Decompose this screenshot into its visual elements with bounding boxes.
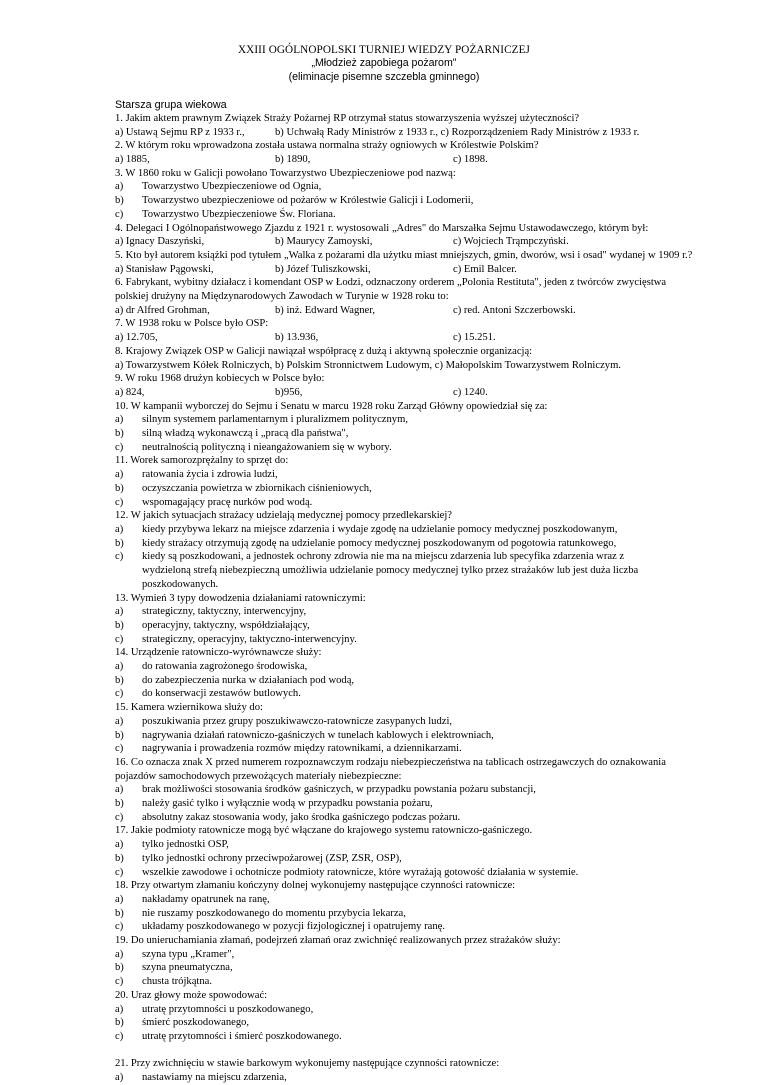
option-text: nagrywania i prowadzenia rozmów między ratownikami, a dziennikarzami.: [142, 743, 462, 755]
option-letter: a): [115, 784, 124, 796]
answer-option: [115, 893, 675, 907]
option-text: tylko jednostki OSP,: [142, 839, 229, 851]
tournament-motto: „Młodzież zapobiega pożarom": [311, 57, 457, 69]
answer-option: [115, 523, 675, 537]
option-letter: c): [115, 1031, 124, 1042]
option-letter: a): [115, 606, 124, 618]
answer-option: [115, 1030, 675, 1044]
answers-3: [115, 180, 675, 221]
option-text: wspomagający pracę nurków pod wodą.: [142, 496, 313, 508]
answer-option: [115, 852, 675, 866]
question-17: 17. Jakie podmioty ratownicze mogą być włączane do krajowego systemu ratowniczo-gaśniczego.: [115, 825, 533, 837]
answer-option: [115, 619, 675, 633]
option-letter: b): [115, 1017, 124, 1029]
option-text: śmierć poszkodowanego,: [142, 1017, 250, 1029]
option-text: silnym systemem parlamentarnym i pluralizmem politycznym,: [142, 414, 408, 426]
option-letter: b): [115, 907, 124, 919]
answers-15: [115, 715, 675, 756]
answer-option: [115, 715, 675, 729]
answer-option: [115, 208, 675, 222]
option-text: chusta trójkątna.: [142, 976, 213, 988]
answer-c: c) 1898.: [453, 154, 488, 166]
option-text: operacyjny, taktyczny, współdziałający,: [142, 619, 310, 631]
answer-option: [115, 1003, 675, 1017]
answers-1: [115, 126, 675, 140]
answers-13: [115, 605, 675, 646]
answer-option: [115, 975, 675, 989]
option-text: utratę przytomności u poszkodowanego,: [142, 1003, 314, 1015]
option-letter: a): [115, 893, 124, 905]
answers-7: [115, 331, 675, 345]
answer-option: [115, 482, 675, 496]
answers-12: [115, 523, 675, 592]
question-9: 9. W roku 1968 drużyn kobiecych w Polsce było:: [115, 373, 325, 385]
answer-c: c) red. Antoni Szczerbowski.: [453, 304, 576, 316]
answer-c: c) 15.251.: [453, 332, 496, 344]
question-5: 5. Kto był autorem książki pod tytułem „Walka z pożarami dla użytku miast mniejszych, gmin, dworów, wsi i osad" wydanej w 1909 r.?: [115, 249, 693, 261]
option-letter: b): [115, 962, 124, 974]
option-letter: c): [115, 208, 124, 220]
answer-option: [115, 180, 675, 194]
answer-option: [115, 427, 675, 441]
option-text: nastawiamy na miejscu zdarzenia,: [142, 1072, 287, 1084]
question-12: 12. W jakich sytuacjach strażacy udzielają medycznej pomocy przedlekarskiej?: [115, 510, 452, 522]
answer-option: [115, 783, 675, 797]
answers-2: [115, 153, 675, 167]
answer-a: a) dr Alfred Grohman,: [115, 304, 210, 316]
answer-option: [115, 742, 675, 756]
option-letter: b): [115, 537, 124, 549]
option-text: do ratowania zagrożonego środowiska,: [142, 661, 308, 673]
option-text: kiedy strażacy otrzymują zgodę na udzielanie pomocy medycznej poszkodowanym od pogotowia ratunkowego,: [142, 537, 617, 549]
answer-option: [115, 811, 675, 825]
answer-option: [115, 194, 675, 208]
option-letter: c): [115, 441, 124, 453]
answers-20: [115, 1003, 675, 1044]
answer-option: [115, 687, 675, 701]
option-text: neutralnością polityczną i nieangażowaniem się w wybory.: [142, 441, 392, 453]
answer-option: [115, 441, 675, 455]
answer-option: [115, 468, 675, 482]
option-text: utratę przytomności i śmierć poszkodowanego.: [142, 1031, 342, 1042]
option-letter: c): [115, 921, 124, 933]
answers-17: [115, 838, 675, 879]
option-letter: c): [115, 551, 124, 563]
option-letter: b): [115, 729, 124, 741]
answer-a: a) Stanisław Pągowski,: [115, 263, 214, 275]
option-text: Towarzystwo Ubezpieczeniowe od Ognia,: [142, 181, 322, 193]
option-letter: c): [115, 743, 124, 755]
answer-option: [115, 797, 675, 811]
question-20: 20. Uraz głowy może spowodować:: [115, 989, 268, 1001]
option-letter: b): [115, 619, 124, 631]
answers-11: [115, 468, 675, 509]
option-text: oczyszczania powietrza w zbiornikach ciśnieniowych,: [142, 482, 372, 494]
answer-option: [115, 550, 675, 591]
option-text: nagrywania działań ratowniczo-gaśniczych w tunelach kablowych i elektrowniach,: [142, 729, 494, 741]
tournament-title: XXIII OGÓLNOPOLSKI TURNIEJ WIEDZY POŻARNICZEJ: [237, 44, 531, 56]
question-1: 1. Jakim aktem prawnym Związek Straży Pożarnej RP otrzymał status stowarzyszenia wyższej użyteczności?: [115, 113, 580, 124]
answer-b: b) Maurycy Zamoyski,: [275, 236, 373, 248]
option-letter: b): [115, 798, 124, 810]
question-4: 4. Delegaci I Ogólnopaństwowego Zjazdu z 1921 r. wystosowali „Adres" do Marszałka Sejmu Ustawodawczego, którym był:: [115, 222, 649, 234]
option-letter: b): [115, 482, 124, 494]
answer-c: c) 1240.: [453, 386, 488, 398]
answers-6: [115, 304, 675, 318]
answer-option: [115, 1016, 675, 1030]
document-header: [0, 43, 768, 84]
question-7: 7. W 1938 roku w Polsce było OSP:: [115, 318, 269, 330]
answer-a: a) 12.705,: [115, 332, 158, 344]
option-text: Towarzystwo ubezpieczeniowe od pożarów w Królestwie Galicji i Lodomerii,: [142, 195, 474, 207]
option-letter: a): [115, 715, 124, 727]
option-text: do zabezpieczenia nurka w działaniach pod wodą,: [142, 674, 355, 686]
answer-option: [115, 729, 675, 743]
answer-option: [115, 496, 675, 510]
answer-a: a) Ignacy Daszyński,: [115, 236, 205, 248]
answer-option: [115, 866, 675, 880]
question-21: 21. Przy zwichnięciu w stawie barkowym wykonujemy następujące czynności ratownicze:: [115, 1058, 500, 1070]
option-letter: a): [115, 948, 124, 960]
question-19: 19. Do unieruchamiania złamań, podejrzeń złamań oraz zwichnięć realizowanych przez strażaków służy:: [115, 935, 561, 947]
answer-b: b) inż. Edward Wagner,: [275, 304, 376, 316]
answer-a: a) 1885,: [115, 154, 150, 166]
option-text: kiedy są poszkodowani, a jednostek ochrony zdrowia nie ma na miejscu zdarzenia lub specyfika zdarzenia wraz z wydzieloną strefą niebezpieczną umożliwia udzielanie pomocy medycznej tylko przez strażaków lub jest duża liczba poszkodowanych.: [142, 551, 639, 590]
questions-body: [115, 98, 693, 1085]
option-text: tylko jednostki ochrony przeciwpożarowej (ZSP, ZSR, OSP),: [142, 852, 402, 864]
option-letter: a): [115, 1072, 124, 1084]
option-text: strategiczny, taktyczny, interwencyjny,: [142, 606, 307, 618]
answer-b: b) Józef Tuliszkowski,: [275, 263, 371, 275]
answer-c: c) Emil Balcer.: [453, 263, 517, 275]
answers-21: [115, 1071, 675, 1085]
option-text: Towarzystwo Ubezpieczeniowe Św. Floriana.: [142, 208, 336, 220]
answer-b: b)956,: [275, 386, 303, 398]
spacer: [115, 1044, 675, 1058]
question-8: 8. Krajowy Związek OSP w Galicji nawiązał współpracę z dużą i aktywną społecznie organizacją:: [115, 345, 533, 357]
answer-option: [115, 948, 675, 962]
answers-9: [115, 386, 675, 400]
question-18: 18. Przy otwartym złamaniu kończyny dolnej wykonujemy następujące czynności ratownicze:: [115, 880, 516, 892]
option-letter: b): [115, 195, 124, 207]
answer-b: b) 1890,: [275, 154, 311, 166]
answer-a: a) Ustawą Sejmu RP z 1933 r.,: [115, 126, 245, 138]
option-text: wszelkie zawodowe i ochotnicze podmioty ratownicze, które wyrażają gotowość działania w systemie.: [142, 866, 579, 878]
option-text: do konserwacji zestawów butlowych.: [142, 688, 301, 700]
option-text: nie ruszamy poszkodowanego do momentu przybycia lekarza,: [142, 907, 406, 919]
stage-subtitle: (eliminacje pisemne szczebla gminnego): [288, 70, 480, 83]
answer-option: [115, 674, 675, 688]
option-letter: b): [115, 852, 124, 864]
answer-b-c: b) Uchwałą Rady Ministrów z 1933 r., c) Rozporządzeniem Rady Ministrów z 1933 r.: [275, 126, 640, 138]
answer-option: [115, 605, 675, 619]
option-letter: a): [115, 523, 124, 535]
answer-option: [115, 838, 675, 852]
answer-option: [115, 413, 675, 427]
answers-18: [115, 893, 675, 934]
answers-4: [115, 235, 675, 249]
option-text: szyna typu „Kramer",: [142, 948, 235, 960]
option-letter: a): [115, 181, 124, 193]
option-text: poszukiwania przez grupy poszukiwawczo-ratownicze zasypanych ludzi,: [142, 715, 453, 727]
answers-8: a) Towarzystwem Kółek Rolniczych, b) Polskim Stronnictwem Ludowym, c) Małopolskim Towarzystwem Rolniczym.: [115, 359, 621, 371]
option-letter: a): [115, 469, 124, 481]
option-text: silną władzą wykonawczą i „pracą dla państwa",: [142, 428, 349, 440]
option-letter: b): [115, 428, 124, 440]
answer-option: [115, 907, 675, 921]
answer-b: b) 13.936,: [275, 332, 319, 344]
option-letter: c): [115, 811, 124, 823]
answer-option: [115, 537, 675, 551]
answer-option: [115, 961, 675, 975]
option-text: strategiczny, operacyjny, taktyczno-interwencyjny.: [142, 633, 357, 645]
option-text: szyna pneumatyczna,: [142, 962, 233, 974]
option-letter: a): [115, 414, 124, 426]
answer-option: [115, 633, 675, 647]
question-13: 13. Wymień 3 typy dowodzenia działaniami ratowniczymi:: [115, 592, 366, 604]
question-6: 6. Fabrykant, wybitny działacz i komendant OSP w Łodzi, odznaczony orderem „Polonia Restituta", jeden z twórców zwycięstwa polskiej drużyny na Międzynarodowych Zawodach w Turynie w 1928 roku to:: [115, 277, 667, 303]
question-16: 16. Co oznacza znak X przed numerem rozpoznawczym rodzaju niebezpieczeństwa na tablicach ostrzegawczych do oznakowania pojazdów samochodowych przewożących materiały niebezpieczne:: [115, 756, 666, 782]
answer-a: a) 824,: [115, 386, 145, 398]
answer-option: [115, 1071, 675, 1085]
option-letter: c): [115, 976, 124, 988]
question-15: 15. Kamera wziernikowa służy do:: [115, 702, 263, 714]
option-text: kiedy przybywa lekarz na miejsce zdarzenia i wydaje zgodę na udzielanie pomocy medycznej poszkodowanym,: [142, 523, 618, 535]
question-14: 14. Urządzenie ratowniczo-wyrównawcze służy:: [115, 647, 322, 659]
option-text: ratowania życia i zdrowia ludzi,: [142, 469, 278, 481]
option-letter: c): [115, 496, 124, 508]
option-text: brak możliwości stosowania środków gaśniczych, w przypadku powstania pożaru substancji,: [142, 784, 536, 796]
option-text: nakładamy opatrunek na ranę,: [142, 893, 270, 905]
question-11: 11. Worek samorozprężalny to sprzęt do:: [115, 455, 289, 467]
option-letter: a): [115, 839, 124, 851]
option-letter: c): [115, 688, 124, 700]
option-text: absolutny zakaz stosowania wody, jako środka gaśniczego podczas pożaru.: [142, 811, 461, 823]
answers-10: [115, 413, 675, 454]
answer-c: c) Wojciech Trąmpczyński.: [453, 236, 569, 248]
question-10: 10. W kampanii wyborczej do Sejmu i Senatu w marcu 1928 roku Zarząd Główny opowiedział się za:: [115, 400, 548, 412]
option-letter: c): [115, 633, 124, 645]
group-title: Starsza grupa wiekowa: [115, 99, 227, 111]
option-letter: c): [115, 866, 124, 878]
answers-14: [115, 660, 675, 701]
question-2: 2. W którym roku wprowadzona została ustawa normalna straży ogniowych w Królestwie Polskim?: [115, 140, 539, 152]
option-text: układamy poszkodowanego w pozycji fizjologicznej i opatrujemy ranę.: [142, 921, 446, 933]
option-text: należy gasić tylko i wyłącznie wodą w przypadku powstania pożaru,: [142, 798, 433, 810]
option-letter: b): [115, 674, 124, 686]
question-3: 3. W 1860 roku w Galicji powołano Towarzystwo Ubezpieczeniowe pod nazwą:: [115, 167, 456, 179]
answers-5: [115, 263, 675, 277]
answer-option: [115, 920, 675, 934]
option-letter: a): [115, 661, 124, 673]
answer-option: [115, 660, 675, 674]
answers-19: [115, 948, 675, 989]
option-letter: a): [115, 1003, 124, 1015]
answers-16: [115, 783, 675, 824]
